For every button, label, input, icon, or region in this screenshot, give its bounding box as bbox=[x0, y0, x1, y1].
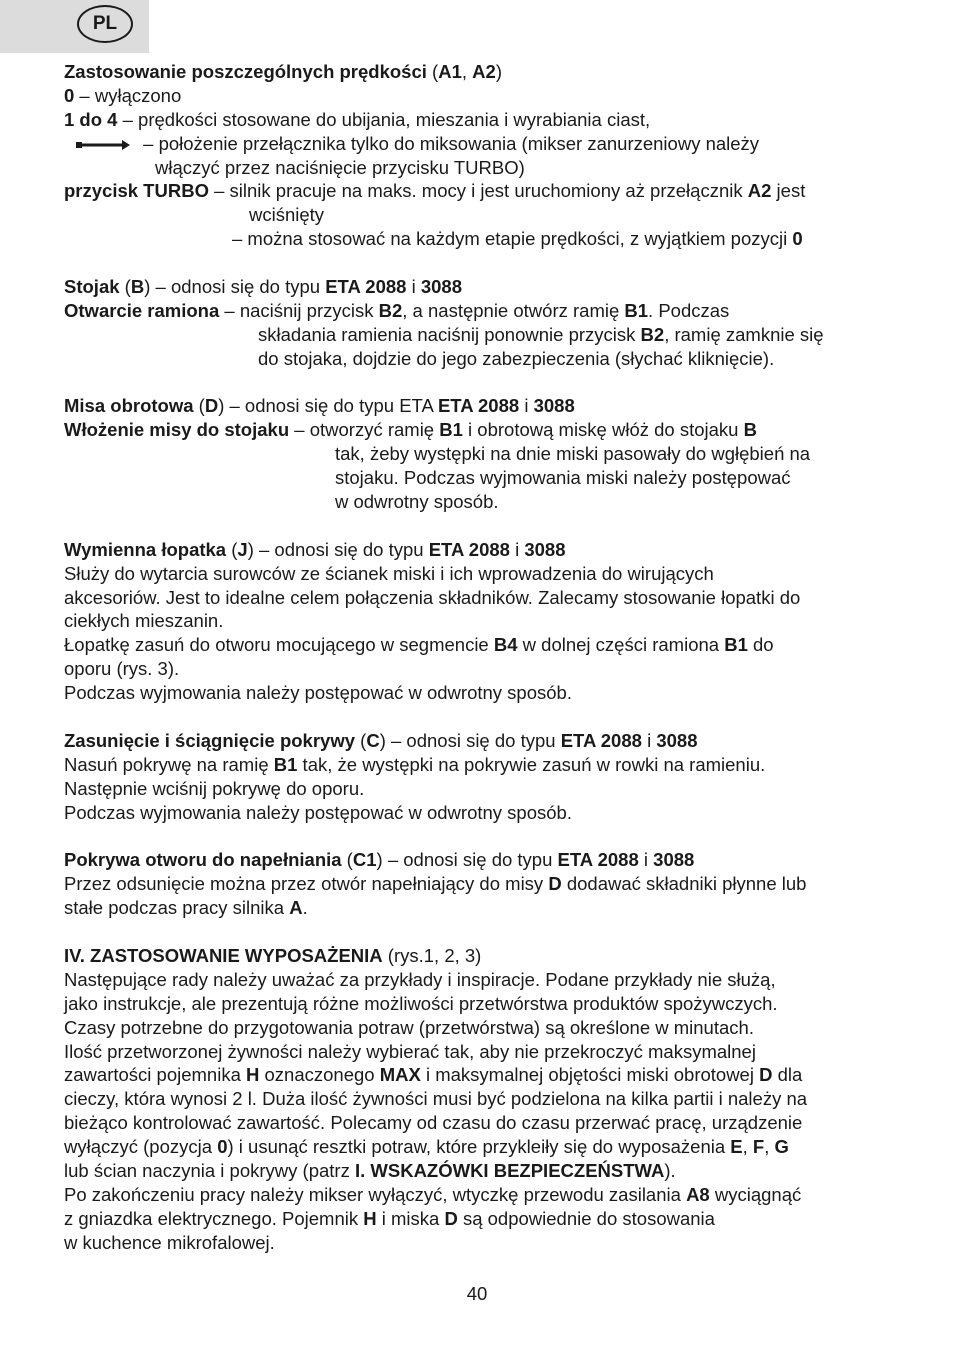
cover-line-2: Następnie wciśnij pokrywę do oporu. bbox=[64, 777, 365, 799]
page-number: 40 bbox=[466, 1283, 488, 1304]
section-title-accessories: IV. ZASTOSOWANIE WYPOSAŻENIA (rys.1, 2, 3) bbox=[64, 944, 482, 966]
accessories-line-6: cieczy, która wynosi 2 l. Duża ilość żywności musi być podzielona na kilka partii i należy na bbox=[64, 1088, 808, 1110]
speed-line-1-4: 1 do 4 – prędkości stosowane do ubijania, mieszania i wyrabiania ciast, bbox=[64, 108, 651, 130]
filler-line-1: Przez odsunięcie można przez otwór napełniający do misy D dodawać składniki płynne lub bbox=[64, 873, 807, 895]
section-title-filler: Pokrywa otworu do napełniania (C1) – odnosi się do typu ETA 2088 i 3088 bbox=[64, 849, 695, 871]
speed-line-0: 0 – wyłączono bbox=[64, 84, 182, 106]
spatula-line-3: ciekłych mieszanin. bbox=[64, 610, 224, 632]
section-title-bowl: Misa obrotowa (D) – odnosi się do typu ETA ETA 2088 i 3088 bbox=[64, 395, 575, 417]
accessories-line-4: Ilość przetworzonej żywności należy wybierać tak, aby nie przekroczyć maksymalnej bbox=[64, 1040, 756, 1062]
accessories-line-5: zawartości pojemnika H oznaczonego MAX i maksymalnej objętości miski obrotowej D dla bbox=[64, 1064, 803, 1086]
mixer-switch-icon bbox=[74, 138, 132, 152]
spatula-line-2: akcesoriów. Jest to idealne celem połączenia składników. Zalecamy stosowanie łopatki do bbox=[64, 586, 801, 608]
accessories-line-3: Czasy potrzebne do przygotowania potraw (przetwórstwa) są określone w minutach. bbox=[64, 1016, 754, 1038]
turbo-line-3: – można stosować na każdym etapie prędkości, z wyjątkiem pozycji 0 bbox=[232, 228, 803, 250]
cover-line-3: Podczas wyjmowania należy postępować w odwrotny sposób. bbox=[64, 801, 572, 823]
turbo-line-2: wciśnięty bbox=[249, 204, 325, 226]
speed-line-mix: – położenie przełącznika tylko do miksowania (mikser zanurzeniowy należy bbox=[64, 132, 894, 156]
bowl-line-1: Włożenie misy do stojaku – otworzyć ramię B1 i obrotową miskę włóż do stojaku B bbox=[64, 419, 757, 441]
stand-line-3: do stojaka, dojdzie do jego zabezpieczenia (słychać kliknięcie). bbox=[258, 347, 775, 369]
turbo-line-1: przycisk TURBO – silnik pracuje na maks. mocy i jest uruchomiony aż przełącznik A2 jest bbox=[64, 180, 806, 202]
accessories-line-2: jako instrukcje, ale prezentują różne możliwości przetwórstwa produktów spożywczych. bbox=[64, 992, 778, 1014]
accessories-line-12: w kuchence mikrofalowej. bbox=[64, 1231, 275, 1253]
section-title-stand: Stojak (B) – odnosi się do typu ETA 2088 i 3088 bbox=[64, 276, 463, 298]
cover-line-1: Nasuń pokrywę na ramię B1 tak, że występki na pokrywie zasuń w rowki na ramieniu. bbox=[64, 753, 766, 775]
accessories-line-7: bieżąco kontrolować zawartość. Polecamy od czasu do czasu przerwać pracę, urządzenie bbox=[64, 1112, 803, 1134]
accessories-line-9: lub ścian naczynia i pokrywy (patrz I. WSKAZÓWKI BEZPIECZEŃSTWA). bbox=[64, 1159, 676, 1181]
spatula-line-5: oporu (rys. 3). bbox=[64, 658, 180, 680]
filler-line-2: stałe podczas pracy silnika A. bbox=[64, 897, 308, 919]
accessories-line-8: wyłączyć (pozycja 0) i usunąć resztki potraw, które przykleiły się do wyposażenia E, F, G bbox=[64, 1136, 789, 1158]
bowl-line-3: stojaku. Podczas wyjmowania miski należy postępować bbox=[335, 467, 791, 489]
section-title-cover: Zasunięcie i ściągnięcie pokrywy (C) – odnosi się do typu ETA 2088 i 3088 bbox=[64, 729, 698, 751]
language-badge: PL bbox=[77, 5, 133, 43]
spatula-line-4: Łopatkę zasuń do otworu mocującego w segmencie B4 w dolnej części ramiona B1 do bbox=[64, 634, 774, 656]
speed-line-mix-cont: włączyć przez naciśnięcie przycisku TURBO) bbox=[155, 156, 525, 178]
spatula-line-1: Służy do wytarcia surowców ze ścianek miski i ich wprowadzenia do wirujących bbox=[64, 562, 714, 584]
spatula-line-6: Podczas wyjmowania należy postępować w odwrotny sposób. bbox=[64, 682, 572, 704]
section-title-spatula: Wymienna łopatka (J) – odnosi się do typu ETA 2088 i 3088 bbox=[64, 538, 566, 560]
accessories-line-11: z gniazdka elektrycznego. Pojemnik H i miska D są odpowiednie do stosowania bbox=[64, 1207, 715, 1229]
manual-page-body bbox=[64, 60, 894, 1255]
stand-line-2: składania ramienia naciśnij ponownie przycisk B2, ramię zamknie się bbox=[258, 323, 824, 345]
accessories-line-1: Następujące rady należy uważać za przykłady i inspiracje. Podane przykłady nie służą, bbox=[64, 968, 776, 990]
bowl-line-2: tak, żeby występki na dnie miski pasowały do wgłębień na bbox=[335, 443, 811, 465]
accessories-line-10: Po zakończeniu pracy należy mikser wyłączyć, wtyczkę przewodu zasilania A8 wyciągnąć bbox=[64, 1183, 802, 1205]
bowl-line-4: w odwrotny sposób. bbox=[335, 491, 499, 513]
stand-line-1: Otwarcie ramiona – naciśnij przycisk B2, a następnie otwórz ramię B1. Podczas bbox=[64, 299, 730, 321]
section-title-speeds: Zastosowanie poszczególnych prędkości (A1, A2) bbox=[64, 61, 502, 82]
